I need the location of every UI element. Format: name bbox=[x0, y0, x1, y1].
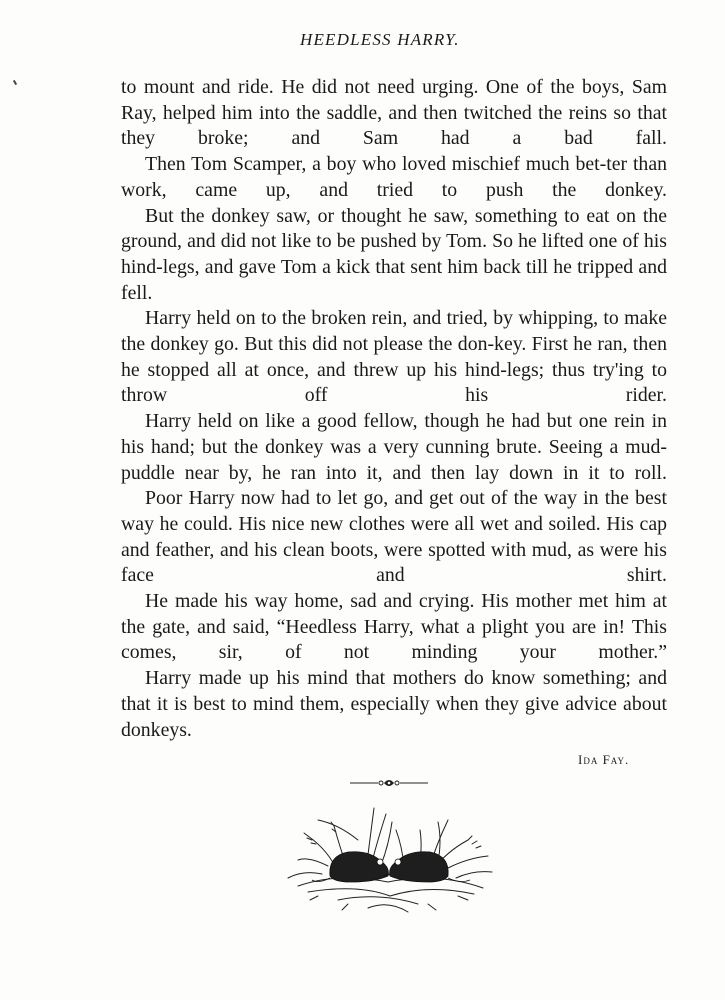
ornament-divider bbox=[348, 776, 430, 790]
ink-speck bbox=[13, 80, 17, 85]
story-text bbox=[121, 75, 667, 743]
author-signature: Ida Fay. bbox=[578, 752, 630, 767]
paragraph-7: He made his way home, sad and crying. His mother met him at the gate, and said, “Heedless Harry, what a plight you are in! This comes, sir, of not minding your mother.” bbox=[121, 590, 667, 664]
left-mouse bbox=[312, 852, 394, 882]
paragraph-3: But the donkey saw, or thought he saw, something to eat on the ground, and did not like to be pushed by Tom. So he lifted one of his hind-legs, and gave Tom a kick that sent him back till he tripped and fell. bbox=[121, 204, 667, 304]
mice-vignette-illustration bbox=[278, 800, 500, 918]
paragraph-6: Poor Harry now had to let go, and get out of the way in the best way he could. His nice new clothes were all wet and soiled. His cap and feather, and his clean boots, were spotted with mud, as were his face and shirt. bbox=[121, 487, 667, 587]
running-head: HEEDLESS HARRY. bbox=[300, 30, 460, 49]
paragraph-8: Harry made up his mind that mothers do know something; and that it is best to mind them, especially when they give advice about donkeys. bbox=[121, 667, 667, 741]
paragraph-4: Harry held on to the broken rein, and tried, by whipping, to make the donkey go. But this did not please the don-key. First he ran, then he stopped all at once, and threw up his hind-legs; thus try'ing to throw off his rider. bbox=[121, 307, 667, 407]
paragraph-1: to mount and ride. He did not need urging. One of the boys, Sam Ray, helped him into the saddle, and then twitched the reins so that they broke; and Sam had a bad fall. bbox=[121, 76, 667, 150]
paragraph-5: Harry held on like a good fellow, though he had but one rein in his hand; but the donkey was a very cunning brute. Seeing a mud-puddle near by, he ran into it, and then lay down in it to roll. bbox=[121, 410, 667, 484]
paragraph-2: Then Tom Scamper, a boy who loved mischief much bet-ter than work, came up, and tried to push the donkey. bbox=[121, 153, 667, 201]
